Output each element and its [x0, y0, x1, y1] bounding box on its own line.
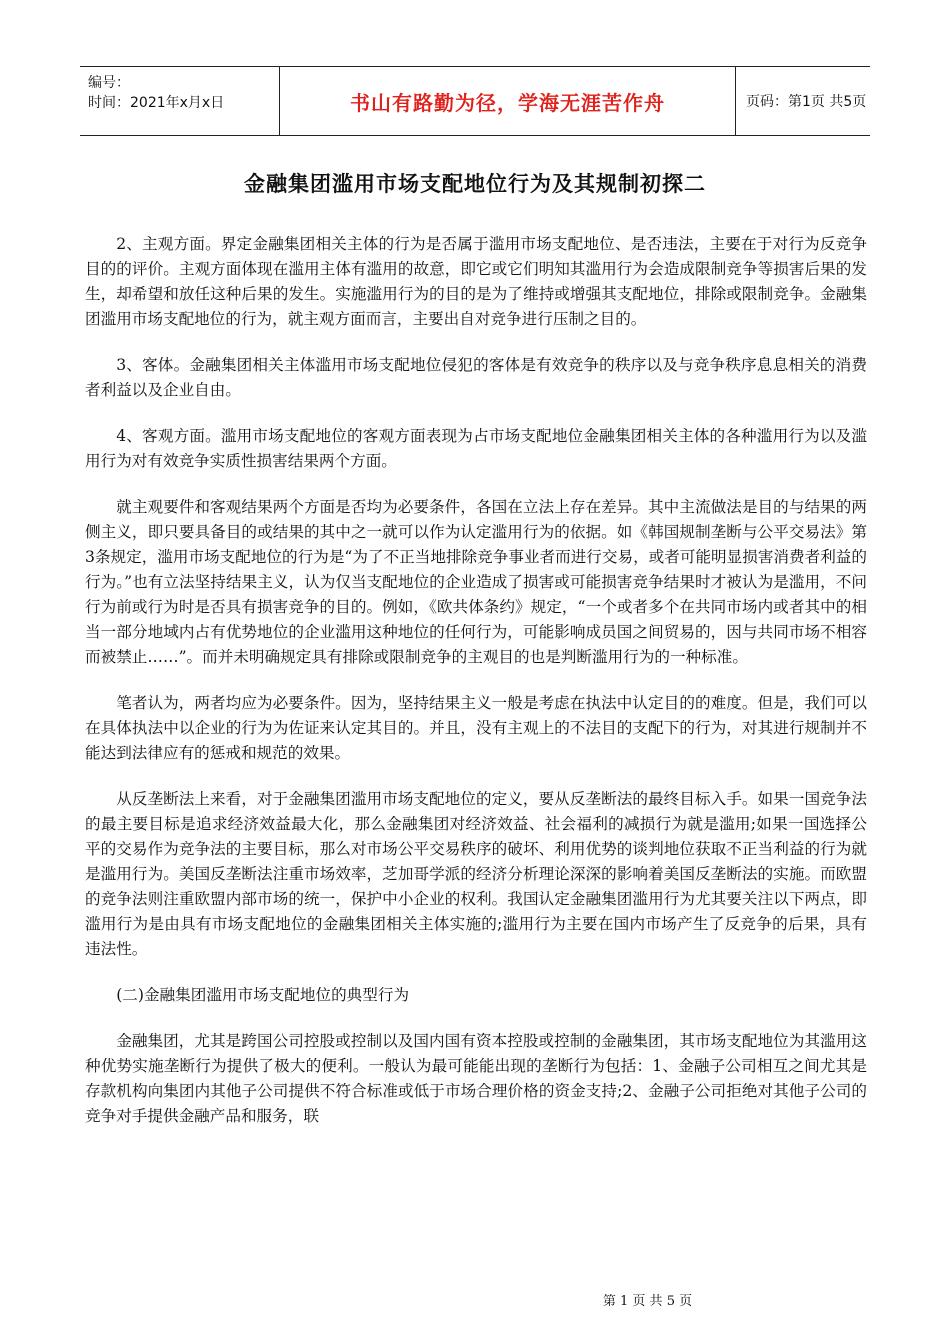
- document-body: [85, 232, 867, 1150]
- header-meta-cell: [80, 67, 280, 135]
- page-footer: 第 1 页 共 5 页: [602, 1294, 693, 1309]
- header-motto: 书山有路勤为径，学海无涯苦作舟: [280, 67, 736, 135]
- paragraph-requirements: 就主观要件和客观结果两个方面是否均为必要条件，各国在立法上存在差异。其中主流做法是目的与结果的两侧主义，即只要具备目的或结果的其中之一就可以作为认定滥用行为的依据。如《韩国规制垄断与公平交易法》第3条规定，滥用市场支配地位的行为是“为了不正当地排除竞争事业者而进行交易，或者可能明显损害消费者利益的行为。”也有立法坚持结果主义，认为仅当支配地位的企业造成了损害或可能损害竞争结果时才被认为是滥用，不问行为前或行为时是否具有损害竞争的目的。例如，《欧共体条约》规定，“一个或者多个在共同市场内或者其中的相当一部分地域内占有优势地位的企业滥用这种地位的任何行为，可能影响成员国之间贸易的，因与共同市场不相容而被禁止……”。而并未明确规定具有排除或限制竞争的主观目的也是判断滥用行为的一种标准。: [85, 498, 867, 666]
- paragraph-object: 3、客体。金融集团相关主体滥用市场支配地位侵犯的客体是有效竞争的秩序以及与竞争秩序息息相关的消费者利益以及企业自由。: [85, 356, 867, 399]
- time-label: 时间：2021年x月x日: [88, 95, 225, 111]
- document-header-table: [80, 66, 870, 136]
- header-page-info: 页码：第1页 共5页: [746, 94, 867, 110]
- document-title: 金融集团滥用市场支配地位行为及其规制初探二: [244, 172, 706, 196]
- section-heading: (二)金融集团滥用市场支配地位的典型行为: [116, 986, 410, 1004]
- paragraph-author-view: 笔者认为，两者均应为必要条件。因为，坚持结果主义一般是考虑在执法中认定目的的难度。但是，我们可以在具体执法中以企业的行为为佐证来认定其目的。并且，没有主观上的不法目的支配下的行为，对其进行规制并不能达到法律应有的惩戒和规范的效果。: [85, 694, 867, 762]
- paragraph-typical-behaviors: 金融集团，尤其是跨国公司控股或控制以及国内国有资本控股或控制的金融集团，其市场支配地位为其滥用这种优势实施垄断行为提供了极大的便利。一般认为最可能能出现的垄断行为包括：1、金融子公司相互之间尤其是存款机构向集团内其他子公司提供不符合标准或低于市场合理价格的资金支持;2、金融子公司拒绝对其他子公司的竞争对手提供金融产品和服务，联: [85, 1032, 867, 1125]
- paragraph-subjective: 2、主观方面。界定金融集团相关主体的行为是否属于滥用市场支配地位、是否违法，主要在于对行为反竞争目的的评价。主观方面体现在滥用主体有滥用的故意，即它或它们明知其滥用行为会造成限制竞争等损害后果的发生，却希望和放任这种后果的发生。实施滥用行为的目的是为了维持或增强其支配地位，排除或限制竞争。金融集团滥用市场支配地位的行为，就主观方面而言，主要出自对竞争进行压制之目的。: [85, 235, 867, 328]
- paragraph-antitrust-goal: 从反垄断法上来看，对于金融集团滥用市场支配地位的定义，要从反垄断法的最终目标入手。如果一国竞争法的最主要目标是追求经济效益最大化，那么金融集团对经济效益、社会福利的减损行为就是滥用;如果一国选择公平的交易作为竞争法的主要目标，那么对市场公平交易秩序的破坏、利用优势的谈判地位获取不正当利益的行为就是滥用行为。美国反垄断法注重市场效率，芝加哥学派的经济分析理论深深的影响着美国反垄断法的实施。而欧盟的竞争法则注重欧盟内部市场的统一，保护中小企业的权利。我国认定金融集团滥用行为尤其要关注以下两点，即滥用行为是由具有市场支配地位的金融集团相关主体实施的;滥用行为主要在国内市场产生了反竞争的后果，具有违法性。: [85, 790, 867, 958]
- paragraph-objective: 4、客观方面。滥用市场支配地位的客观方面表现为占市场支配地位金融集团相关主体的各种滥用行为以及滥用行为对有效竞争实质性损害结果两个方面。: [85, 427, 867, 470]
- number-label: 编号：: [88, 75, 130, 91]
